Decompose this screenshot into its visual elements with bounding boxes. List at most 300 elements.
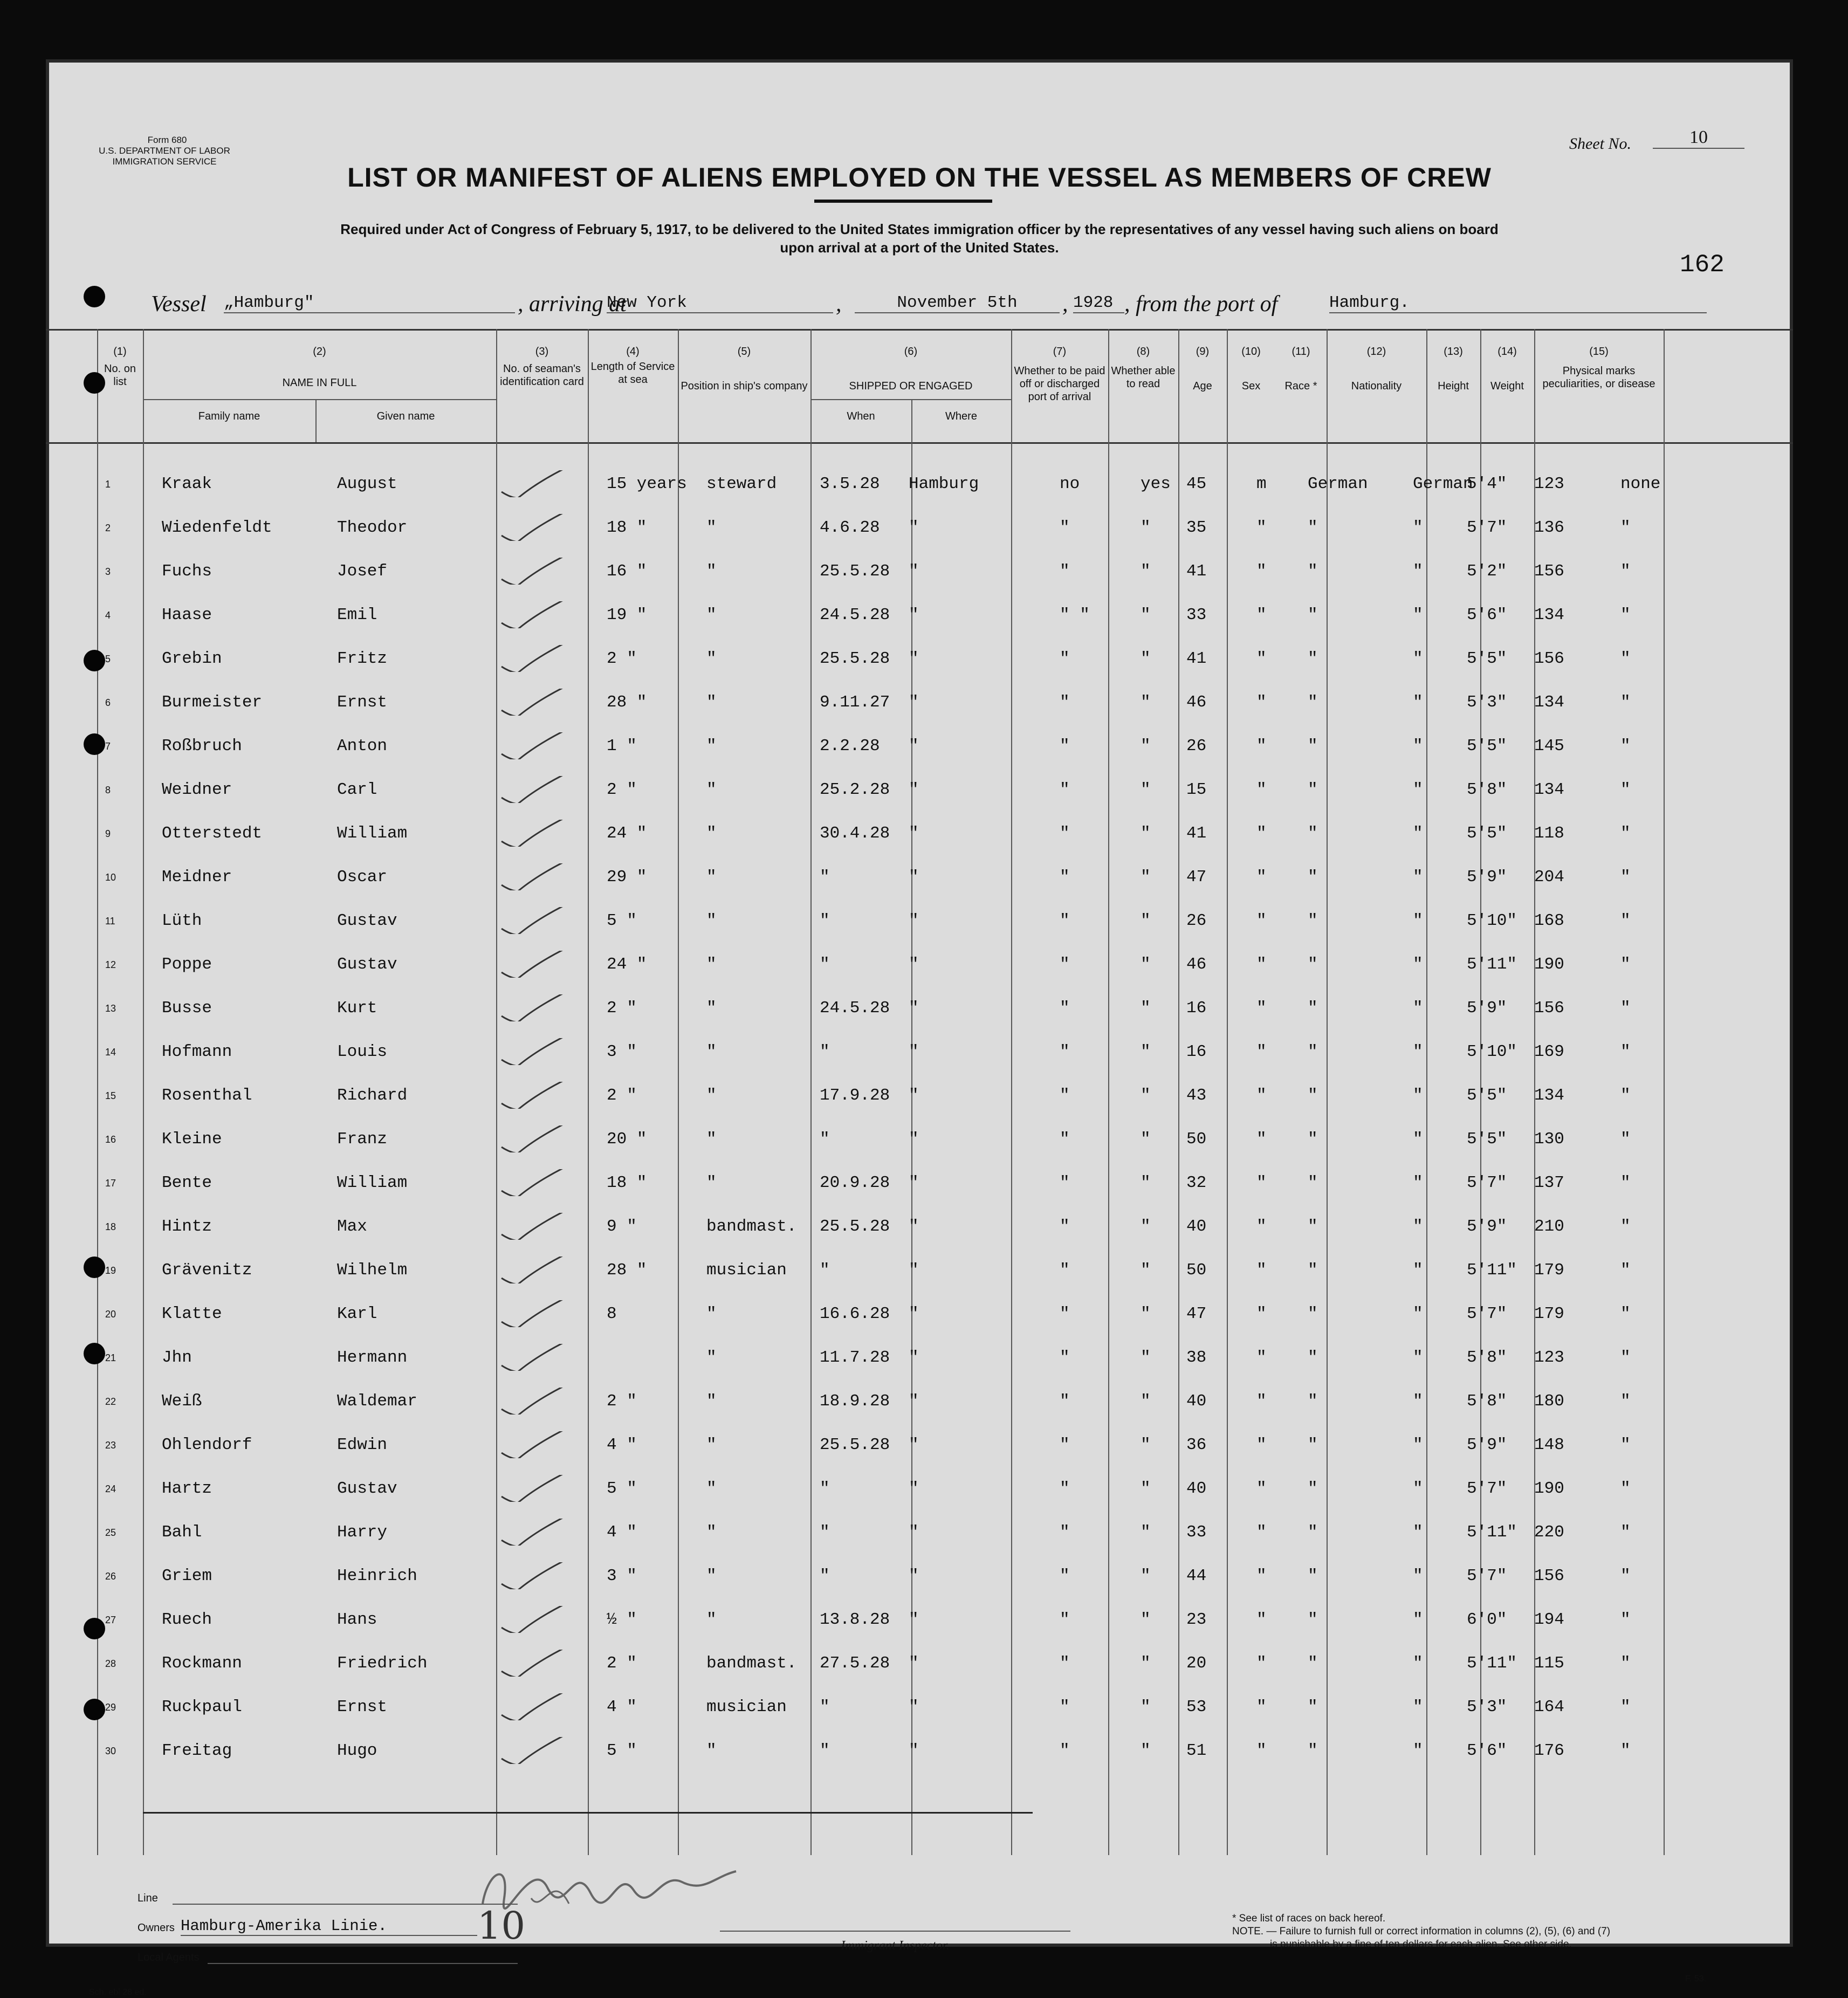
age: 15 xyxy=(1186,780,1207,799)
height: 6'0" xyxy=(1467,1610,1507,1629)
age: 53 xyxy=(1186,1698,1207,1717)
given-name-header: Given name xyxy=(376,410,435,422)
row-number: 3 xyxy=(105,566,111,577)
height: 5'4" xyxy=(1467,475,1507,493)
age: 40 xyxy=(1186,1217,1207,1236)
physical-marks: " xyxy=(1620,693,1631,712)
able-to-read: " xyxy=(1141,911,1151,930)
able-to-read: " xyxy=(1141,1042,1151,1061)
col7-num: (7) xyxy=(1053,346,1067,358)
engaged-where: " xyxy=(909,1567,919,1585)
table-row xyxy=(46,589,1793,631)
row-number: 16 xyxy=(105,1134,116,1145)
family-name: Weidner xyxy=(162,780,232,799)
given-name: Ernst xyxy=(337,1698,388,1717)
able-to-read: " xyxy=(1141,1567,1151,1585)
engaged-where: " xyxy=(909,737,919,756)
service-length: 29 " xyxy=(607,868,647,887)
col9-header xyxy=(1178,345,1227,393)
sex: " xyxy=(1256,1130,1267,1149)
able-to-read: " xyxy=(1141,1304,1151,1323)
given-name: Edwin xyxy=(337,1436,388,1454)
paid-off: " xyxy=(1060,955,1070,974)
weight: 145 xyxy=(1534,737,1564,756)
physical-marks: " xyxy=(1620,1741,1631,1760)
sex: " xyxy=(1256,518,1267,537)
weight: 194 xyxy=(1534,1610,1564,1629)
row-number: 12 xyxy=(105,959,116,970)
physical-marks: " xyxy=(1620,1261,1631,1280)
col11-header xyxy=(1275,345,1327,393)
age: 41 xyxy=(1186,562,1207,581)
physical-marks: " xyxy=(1620,649,1631,668)
height: 5'7" xyxy=(1467,518,1507,537)
comma-separator: , xyxy=(836,292,842,317)
paid-off: " xyxy=(1060,1436,1070,1454)
table-row xyxy=(46,764,1793,806)
able-to-read: " xyxy=(1141,955,1151,974)
family-name: Burmeister xyxy=(162,693,263,712)
sex: " xyxy=(1256,1436,1267,1454)
given-name: William xyxy=(337,824,408,843)
family-name: Bahl xyxy=(162,1523,202,1542)
race: " xyxy=(1308,1348,1318,1367)
nationality: " xyxy=(1413,1610,1423,1629)
weight: 156 xyxy=(1534,562,1564,581)
age: 43 xyxy=(1186,1086,1207,1105)
paid-off: " xyxy=(1060,737,1070,756)
service-length: 5 " xyxy=(607,1479,637,1498)
engaged-when: 18.9.28 xyxy=(820,1392,890,1411)
nationality: " xyxy=(1413,1348,1423,1367)
nationality: " xyxy=(1413,1304,1423,1323)
row-number: 2 xyxy=(105,523,111,533)
given-name: Karl xyxy=(337,1304,377,1323)
engaged-when: " xyxy=(820,1741,830,1760)
physical-marks: " xyxy=(1620,1479,1631,1498)
sex: " xyxy=(1256,1392,1267,1411)
ship-position: " xyxy=(706,955,717,974)
engaged-where: " xyxy=(909,999,919,1018)
given-name: Anton xyxy=(337,737,388,756)
given-name: Fritz xyxy=(337,649,388,668)
paid-off: " xyxy=(1060,1567,1070,1585)
ship-position: " xyxy=(706,780,717,799)
race: " xyxy=(1308,606,1318,624)
physical-marks: " xyxy=(1620,1610,1631,1629)
engaged-when: 30.4.28 xyxy=(820,824,890,843)
col15-label: Physical marks peculiarities, or disease xyxy=(1542,365,1655,390)
table-row xyxy=(46,1332,1793,1374)
height: 5'9" xyxy=(1467,1436,1507,1454)
ship-position: " xyxy=(706,1042,717,1061)
family-name: Roßbruch xyxy=(162,737,242,756)
table-row xyxy=(46,458,1793,500)
engaged-when: 25.5.28 xyxy=(820,562,890,581)
col14-label: Weight xyxy=(1490,380,1524,392)
nationality: " xyxy=(1413,1436,1423,1454)
col7-header xyxy=(1011,345,1108,403)
col7-label: Whether to be paid off or discharged port of arrival xyxy=(1014,365,1105,403)
engaged-where: " xyxy=(909,1261,919,1280)
weight: 148 xyxy=(1534,1436,1564,1454)
weight: 156 xyxy=(1534,999,1564,1018)
family-name: Hofmann xyxy=(162,1042,232,1061)
col3-label: No. of seaman's identification card xyxy=(500,363,584,388)
service-length: 2 " xyxy=(607,649,637,668)
weight: 169 xyxy=(1534,1042,1564,1061)
service-length: 5 " xyxy=(607,1741,637,1760)
nationality: " xyxy=(1413,649,1423,668)
able-to-read: " xyxy=(1141,1479,1151,1498)
paid-off: " xyxy=(1060,1042,1070,1061)
col6-num: (6) xyxy=(904,346,918,358)
check-mark-icon xyxy=(496,994,599,1021)
engaged-when: 11.7.28 xyxy=(820,1348,890,1367)
engaged-where: " xyxy=(909,1086,919,1105)
given-name: Richard xyxy=(337,1086,408,1105)
family-name: Busse xyxy=(162,999,212,1018)
age: 33 xyxy=(1186,606,1207,624)
age: 16 xyxy=(1186,1042,1207,1061)
name-subheader-rule xyxy=(143,399,496,400)
service-length: 4 " xyxy=(607,1436,637,1454)
paid-off: " xyxy=(1060,1304,1070,1323)
departure-port: Hamburg. xyxy=(1329,293,1707,313)
age: 16 xyxy=(1186,999,1207,1018)
physical-marks: " xyxy=(1620,1217,1631,1236)
engaged-where: " xyxy=(909,1698,919,1717)
race: " xyxy=(1308,1523,1318,1542)
service-length: 28 " xyxy=(607,693,647,712)
sex: " xyxy=(1256,562,1267,581)
engaged-when: " xyxy=(820,1479,830,1498)
height: 5'9" xyxy=(1467,999,1507,1018)
binder-hole xyxy=(84,1257,105,1278)
check-mark-icon xyxy=(496,1257,599,1283)
engaged-when: 27.5.28 xyxy=(820,1654,890,1673)
engaged-when: 3.5.28 xyxy=(820,475,880,493)
engaged-when: 9.11.27 xyxy=(820,693,890,712)
paid-off: " xyxy=(1060,1348,1070,1367)
able-to-read: " xyxy=(1141,1086,1151,1105)
row-number: 27 xyxy=(105,1615,116,1625)
height: 5'8" xyxy=(1467,1348,1507,1367)
col13-header xyxy=(1426,345,1480,393)
race: " xyxy=(1308,649,1318,668)
row-number: 17 xyxy=(105,1178,116,1189)
check-mark-icon xyxy=(496,863,599,890)
table-row xyxy=(46,983,1793,1025)
engaged-where: " xyxy=(909,868,919,887)
nationality: " xyxy=(1413,606,1423,624)
engaged-when: 13.8.28 xyxy=(820,1610,890,1629)
weight: 176 xyxy=(1534,1741,1564,1760)
engaged-where: " xyxy=(909,1042,919,1061)
ship-position: " xyxy=(706,606,717,624)
col3-header xyxy=(496,345,588,388)
able-to-read: " xyxy=(1141,562,1151,581)
table-row xyxy=(46,1681,1793,1724)
col14-num: (14) xyxy=(1497,346,1517,358)
sex: " xyxy=(1256,1654,1267,1673)
family-name: Grävenitz xyxy=(162,1261,252,1280)
paid-off: " xyxy=(1060,868,1070,887)
col6-label: SHIPPED OR ENGAGED xyxy=(849,380,973,392)
age: 41 xyxy=(1186,824,1207,843)
sex: " xyxy=(1256,1042,1267,1061)
nationality: " xyxy=(1413,911,1423,930)
family-name: Hintz xyxy=(162,1217,212,1236)
service-length: 3 " xyxy=(607,1042,637,1061)
nationality: " xyxy=(1413,1567,1423,1585)
engaged-when: 25.5.28 xyxy=(820,649,890,668)
engaged-where: " xyxy=(909,1348,919,1367)
service-length: 2 " xyxy=(607,999,637,1018)
height: 5'5" xyxy=(1467,824,1507,843)
check-mark-icon xyxy=(496,907,599,934)
table-row xyxy=(46,633,1793,675)
when-header: When xyxy=(847,410,875,422)
col2-label: NAME IN FULL xyxy=(282,377,357,389)
service-length: 18 " xyxy=(607,518,647,537)
height: 5'6" xyxy=(1467,606,1507,624)
service-length: 2 " xyxy=(607,1392,637,1411)
form-no-text: Form 680 xyxy=(147,135,187,145)
form-code: F. 53. xyxy=(1685,1974,1707,1983)
ship-position: " xyxy=(706,868,717,887)
service-length: 4 " xyxy=(607,1698,637,1717)
table-row xyxy=(46,677,1793,719)
nationality: " xyxy=(1413,999,1423,1018)
service-length: 5 " xyxy=(607,911,637,930)
nationality: " xyxy=(1413,1741,1423,1760)
race: " xyxy=(1308,824,1318,843)
height: 5'11" xyxy=(1467,1654,1517,1673)
family-name: Wiedenfeldt xyxy=(162,518,272,537)
ship-position: bandmast. xyxy=(706,1217,797,1236)
check-mark-icon xyxy=(496,732,599,759)
check-mark-icon xyxy=(496,601,599,628)
engaged-when: " xyxy=(820,1042,830,1061)
height: 5'9" xyxy=(1467,1217,1507,1236)
col9-label: Age xyxy=(1193,380,1212,392)
paid-off: " " xyxy=(1060,606,1090,624)
sex: " xyxy=(1256,693,1267,712)
check-mark-icon xyxy=(496,1125,599,1152)
race: " xyxy=(1308,518,1318,537)
service-length: 8 xyxy=(607,1304,617,1323)
agents-label: Local Agents xyxy=(138,1952,200,1963)
check-mark-icon xyxy=(496,1606,599,1633)
paid-off: " xyxy=(1060,1654,1070,1673)
race: " xyxy=(1308,1436,1318,1454)
weight: 179 xyxy=(1534,1304,1564,1323)
race: " xyxy=(1308,1567,1318,1585)
height: 5'9" xyxy=(1467,868,1507,887)
engaged-where: " xyxy=(909,911,919,930)
department-line-1: U.S. DEPARTMENT OF LABOR xyxy=(99,146,230,156)
engaged-where: " xyxy=(909,562,919,581)
col4-num: (4) xyxy=(626,346,640,358)
given-name: Louis xyxy=(337,1042,388,1061)
physical-marks: " xyxy=(1620,1130,1631,1149)
able-to-read: " xyxy=(1141,1436,1151,1454)
family-name: Ruech xyxy=(162,1610,212,1629)
race: " xyxy=(1308,1479,1318,1498)
nationality: " xyxy=(1413,1392,1423,1411)
able-to-read: " xyxy=(1141,1261,1151,1280)
table-row xyxy=(46,1026,1793,1068)
service-length: 2 " xyxy=(607,1654,637,1673)
height: 5'11" xyxy=(1467,1523,1517,1542)
check-mark-icon xyxy=(496,645,599,672)
engaged-when: " xyxy=(820,1261,830,1280)
weight: 220 xyxy=(1534,1523,1564,1542)
owners-note: 10 xyxy=(477,1904,526,1948)
row-number: 29 xyxy=(105,1702,116,1713)
physical-marks: " xyxy=(1620,1348,1631,1367)
ship-position: steward xyxy=(706,475,777,493)
paid-off: " xyxy=(1060,1217,1070,1236)
sex: " xyxy=(1256,1698,1267,1717)
shipped-subheader-rule xyxy=(810,399,1011,400)
check-mark-icon xyxy=(496,1693,599,1720)
paid-off: " xyxy=(1060,518,1070,537)
sex: " xyxy=(1256,1348,1267,1367)
inspector-line xyxy=(720,1931,1070,1932)
sex: " xyxy=(1256,824,1267,843)
table-row xyxy=(46,1594,1793,1636)
race: " xyxy=(1308,1654,1318,1673)
race: " xyxy=(1308,911,1318,930)
given-name: Gustav xyxy=(337,955,397,974)
service-length: 1 " xyxy=(607,737,637,756)
engaged-where: " xyxy=(909,1610,919,1629)
paid-off: " xyxy=(1060,562,1070,581)
able-to-read: " xyxy=(1141,824,1151,843)
able-to-read: " xyxy=(1141,1130,1151,1149)
row-number: 6 xyxy=(105,697,111,708)
col5-header xyxy=(678,345,810,393)
row-number: 26 xyxy=(105,1571,116,1582)
age: 35 xyxy=(1186,518,1207,537)
weight: 134 xyxy=(1534,693,1564,712)
physical-marks: " xyxy=(1620,1523,1631,1542)
family-name: Rockmann xyxy=(162,1654,242,1673)
family-name: Rosenthal xyxy=(162,1086,252,1105)
check-mark-icon xyxy=(496,1213,599,1240)
age: 47 xyxy=(1186,1304,1207,1323)
line-field xyxy=(173,1904,518,1905)
table-row xyxy=(46,1157,1793,1199)
physical-marks: " xyxy=(1620,999,1631,1018)
able-to-read: " xyxy=(1141,518,1151,537)
engaged-when: 25.5.28 xyxy=(820,1436,890,1454)
ship-position: " xyxy=(706,1086,717,1105)
sex: " xyxy=(1256,1567,1267,1585)
physical-marks: " xyxy=(1620,1086,1631,1105)
table-row xyxy=(46,1463,1793,1505)
vessel-name: „Hamburg" xyxy=(224,293,515,313)
col12-num: (12) xyxy=(1366,346,1386,358)
able-to-read: " xyxy=(1141,1654,1151,1673)
physical-marks: none xyxy=(1620,475,1661,493)
paid-off: " xyxy=(1060,1261,1070,1280)
given-name: Friedrich xyxy=(337,1654,428,1673)
family-name: Ruckpaul xyxy=(162,1698,242,1717)
nationality: German xyxy=(1413,475,1473,493)
subtitle-line-1: Required under Act of Congress of February 5, 1917, to be delivered to the United States immigration officer by the representatives of any vessel having such aliens on board xyxy=(340,221,1499,237)
race: " xyxy=(1308,1086,1318,1105)
table-row xyxy=(46,1288,1793,1330)
weight: 123 xyxy=(1534,1348,1564,1367)
col5-num: (5) xyxy=(737,346,751,358)
paid-off: " xyxy=(1060,1741,1070,1760)
family-name: Lüth xyxy=(162,911,202,930)
table-row xyxy=(46,1507,1793,1549)
owners-value: Hamburg-Amerika Linie. xyxy=(181,1917,477,1936)
engaged-when: " xyxy=(820,1698,830,1717)
table-row xyxy=(46,546,1793,588)
given-name: Gustav xyxy=(337,911,397,930)
col8-label: Whether able to read xyxy=(1111,365,1176,390)
row-number: 18 xyxy=(105,1221,116,1232)
row-number: 10 xyxy=(105,872,116,883)
fine-note-cont: is punishable by a fine of ten dollars for each alien. See other side. xyxy=(1270,1939,1572,1950)
family-name: Bente xyxy=(162,1173,212,1192)
given-name: William xyxy=(337,1173,408,1192)
age: 45 xyxy=(1186,475,1207,493)
ship-position: " xyxy=(706,1610,717,1629)
col2-header xyxy=(143,345,496,389)
engaged-where: " xyxy=(909,1436,919,1454)
col8-num: (8) xyxy=(1136,346,1150,358)
nationality: " xyxy=(1413,1523,1423,1542)
row-number: 11 xyxy=(105,916,115,926)
inspector-label: Immigrant Inspector. xyxy=(841,1939,950,1953)
service-length: 15 years xyxy=(607,475,687,493)
table-row xyxy=(46,1550,1793,1592)
race: " xyxy=(1308,999,1318,1018)
ship-position: " xyxy=(706,911,717,930)
row-number: 25 xyxy=(105,1527,116,1538)
row-number: 5 xyxy=(105,654,111,664)
ship-position: " xyxy=(706,999,717,1018)
age: 51 xyxy=(1186,1741,1207,1760)
table-row xyxy=(46,720,1793,763)
binder-hole xyxy=(84,372,105,394)
voyage-line xyxy=(46,286,1793,318)
paid-off: " xyxy=(1060,1610,1070,1629)
binder-hole xyxy=(84,1343,105,1364)
engaged-where: " xyxy=(909,1304,919,1323)
race: " xyxy=(1308,737,1318,756)
weight: 210 xyxy=(1534,1217,1564,1236)
race: " xyxy=(1308,1042,1318,1061)
col13-label: Height xyxy=(1438,380,1469,392)
stamp-number: 162 xyxy=(1680,251,1725,279)
table-row xyxy=(46,502,1793,544)
height: 5'3" xyxy=(1467,1698,1507,1717)
given-name: Gustav xyxy=(337,1479,397,1498)
row-number: 8 xyxy=(105,785,111,795)
ship-position: " xyxy=(706,518,717,537)
race: " xyxy=(1308,1698,1318,1717)
engaged-when: " xyxy=(820,1567,830,1585)
ship-position: bandmast. xyxy=(706,1654,797,1673)
height: 5'3" xyxy=(1467,693,1507,712)
